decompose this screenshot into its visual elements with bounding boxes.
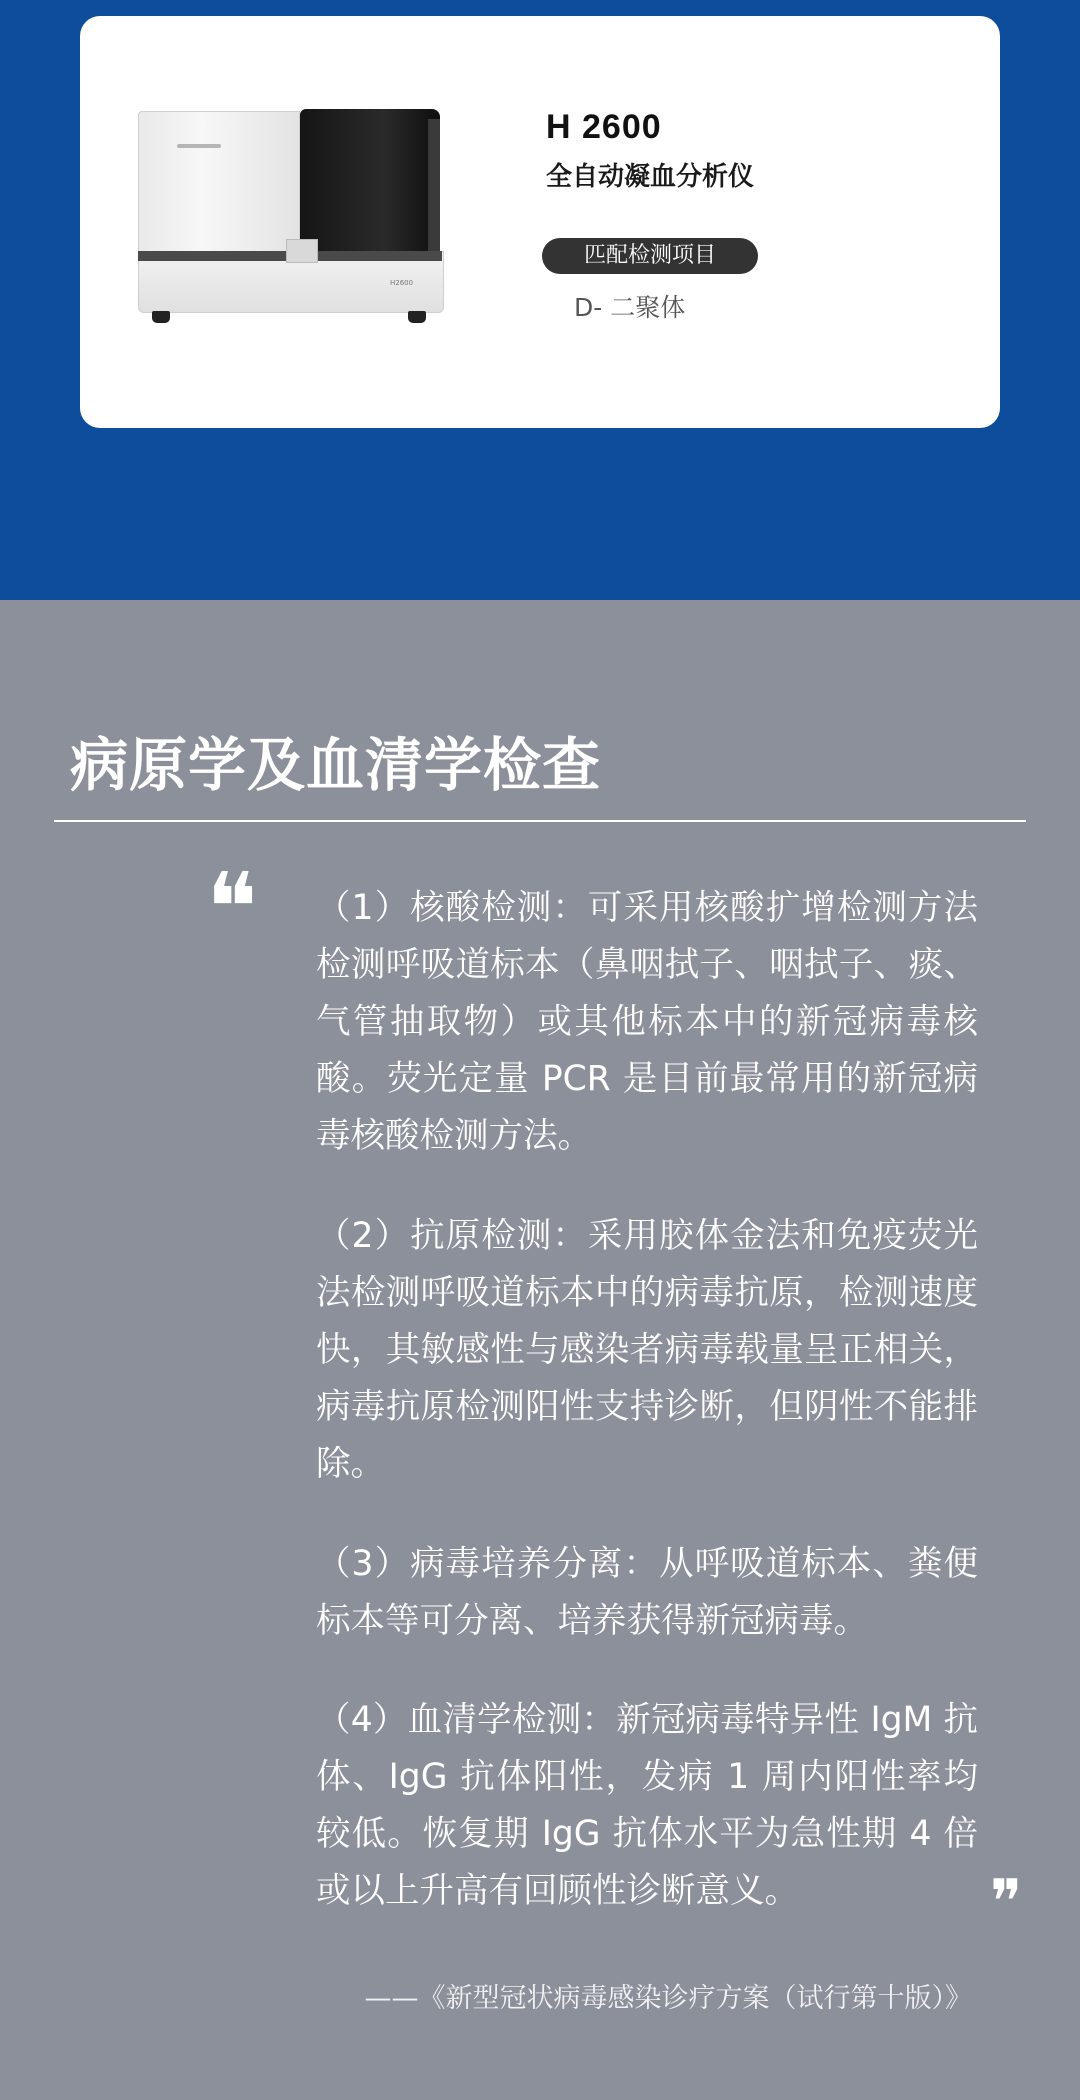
product-card (80, 16, 1000, 428)
analyzer-foot-left (152, 311, 170, 323)
section-title: 病原学及血清学检查 (70, 731, 602, 799)
paragraph-antigen: （2）抗原检测：采用胶体金法和免疫荧光法检测呼吸道标本中的病毒抗原，检测速度快，其敏感性与感染者病毒载量呈正相关，病毒抗原检测阳性支持诊断，但阴性不能排除。 (316, 1216, 978, 1484)
paragraph-serology: （4）血清学检测：新冠病毒特异性 IgM 抗体、IgG 抗体阳性，发病 1 周内阳性率均较低。恢复期 IgG 抗体水平为急性期 4 倍或以上升高有回顾性诊断意义。 (316, 1700, 978, 1911)
product-subtitle: 全自动凝血分析仪 (546, 162, 755, 192)
analyzer-body (138, 111, 300, 255)
open-quote-icon: ❝ (206, 852, 258, 964)
product-model: H 2600 (546, 108, 662, 146)
analyzer-cover-edge (428, 119, 440, 257)
analyzer-model-label: H2600 (390, 279, 414, 287)
section-divider (54, 820, 1026, 822)
analyzer-logo (177, 144, 221, 148)
analyzer-sample-port (286, 239, 318, 263)
paragraph-nucleic-acid: （1）核酸检测：可采用核酸扩增检测方法检测呼吸道标本（鼻咽拭子、咽拭子、痰、气管抽取物）或其他标本中的新冠病毒核酸。荧光定量 PCR 是目前最常用的新冠病毒核酸检测方法。 (316, 888, 978, 1156)
analyzer-image (138, 111, 460, 343)
citation: ——《新型冠状病毒感染诊疗方案（试行第十版）》 (364, 1983, 972, 2014)
matched-tests-badge: 匹配检测项目 (542, 238, 758, 274)
paragraph-virus-culture: （3）病毒培养分离：从呼吸道标本、粪便标本等可分离、培养获得新冠病毒。 (316, 1544, 978, 1641)
close-quote-icon: ❞ (990, 1867, 1023, 1937)
analyzer-foot-right (408, 311, 426, 323)
analyzer-cover (300, 109, 440, 255)
matched-test-item: D- 二聚体 (574, 293, 686, 322)
